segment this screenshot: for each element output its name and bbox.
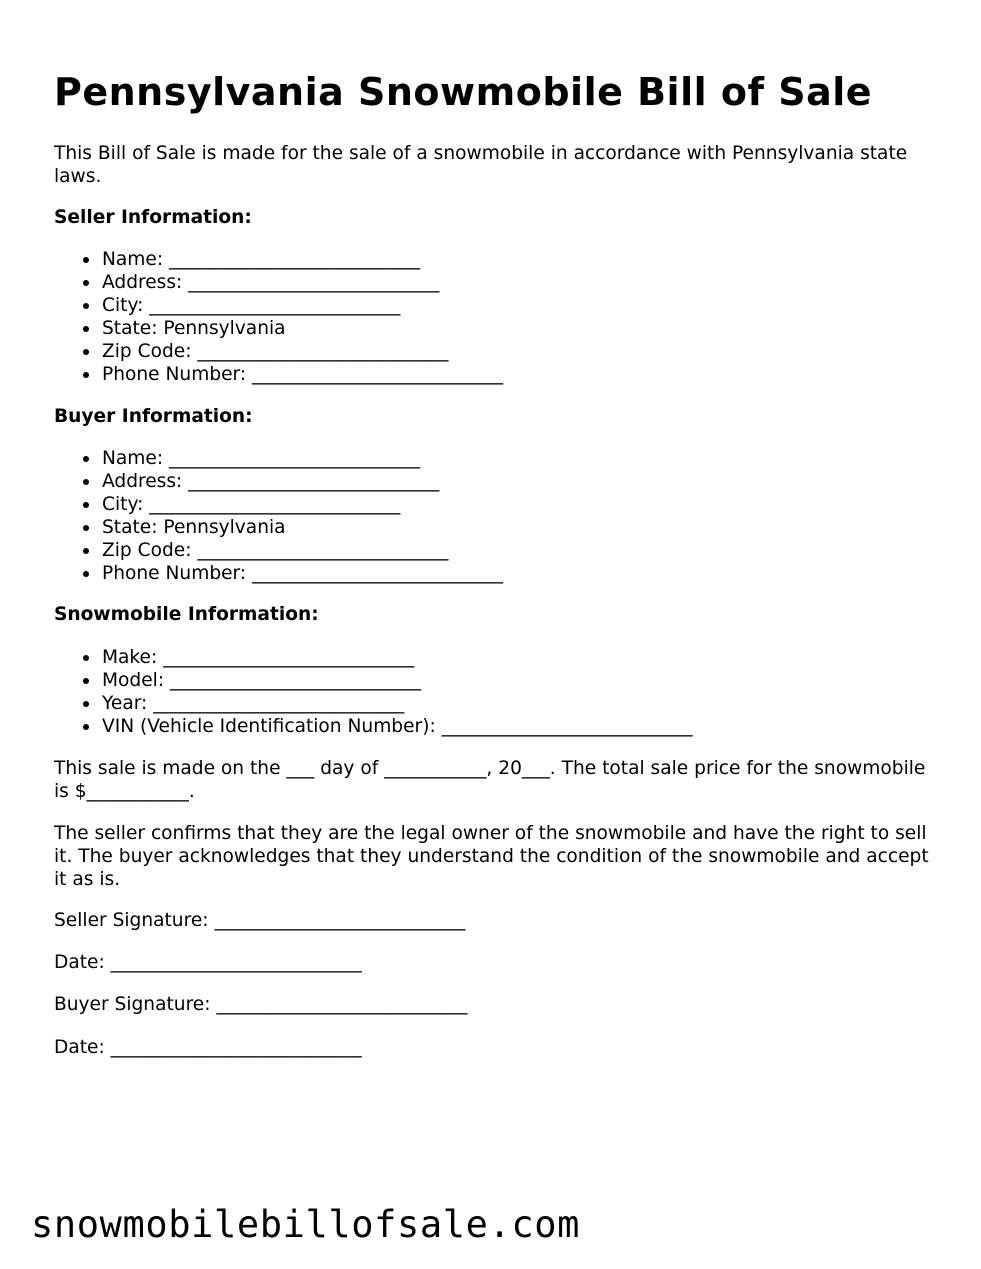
buyer-fields-list (54, 447, 503, 585)
buyer-state-field: State: Pennsylvania (102, 516, 503, 539)
buyer-name-field[interactable]: Name: ___________________________ (102, 447, 503, 470)
website-watermark: snowmobilebillofsale.com (31, 1203, 581, 1246)
seller-fields-list (54, 248, 503, 386)
seller-name-field[interactable]: Name: ___________________________ (102, 248, 503, 271)
buyer-city-field[interactable]: City: ___________________________ (102, 493, 503, 516)
seller-date-line[interactable]: Date: ___________________________ (54, 952, 362, 973)
snowmobile-heading: Snowmobile Information: (54, 604, 319, 625)
seller-state-field: State: Pennsylvania (102, 317, 503, 340)
buyer-phone-field[interactable]: Phone Number: ___________________________ (102, 563, 504, 584)
seller-signature-line[interactable]: Seller Signature: ___________________________ (54, 910, 466, 931)
seller-city-field[interactable]: City: ___________________________ (102, 294, 503, 317)
snowmobile-fields-list (54, 646, 693, 738)
buyer-date-line[interactable]: Date: ___________________________ (54, 1037, 362, 1058)
seller-zip-field[interactable]: Zip Code: ___________________________ (102, 340, 503, 363)
sale-terms-paragraph: This sale is made on the ___ day of ___________, 20___. The total sale price for the snowmobile is $___________. (54, 758, 926, 802)
snowmobile-model-field[interactable]: Model: ___________________________ (102, 669, 693, 692)
buyer-address-field[interactable]: Address: ___________________________ (102, 470, 503, 493)
buyer-heading: Buyer Information: (54, 406, 253, 427)
buyer-zip-field[interactable]: Zip Code: ___________________________ (102, 539, 503, 562)
seller-heading: Seller Information: (54, 207, 252, 228)
buyer-signature-line[interactable]: Buyer Signature: ___________________________ (54, 994, 468, 1015)
snowmobile-year-field[interactable]: Year: ___________________________ (102, 692, 693, 715)
snowmobile-make-field[interactable]: Make: ___________________________ (102, 646, 693, 669)
seller-address-field[interactable]: Address: ___________________________ (102, 271, 503, 294)
snowmobile-vin-field[interactable]: VIN (Vehicle Identification Number): ___________________________ (102, 716, 693, 737)
acknowledgement-paragraph: The seller confirms that they are the legal owner of the snowmobile and have the right to sell it. The buyer acknowledges that they understand the condition of the snowmobile and accept it as is. (54, 823, 929, 890)
seller-phone-field[interactable]: Phone Number: ___________________________ (102, 364, 504, 385)
page-title: Pennsylvania Snowmobile Bill of Sale (54, 70, 873, 114)
intro-paragraph: This Bill of Sale is made for the sale of a snowmobile in accordance with Pennsylvania state laws. (54, 143, 908, 187)
